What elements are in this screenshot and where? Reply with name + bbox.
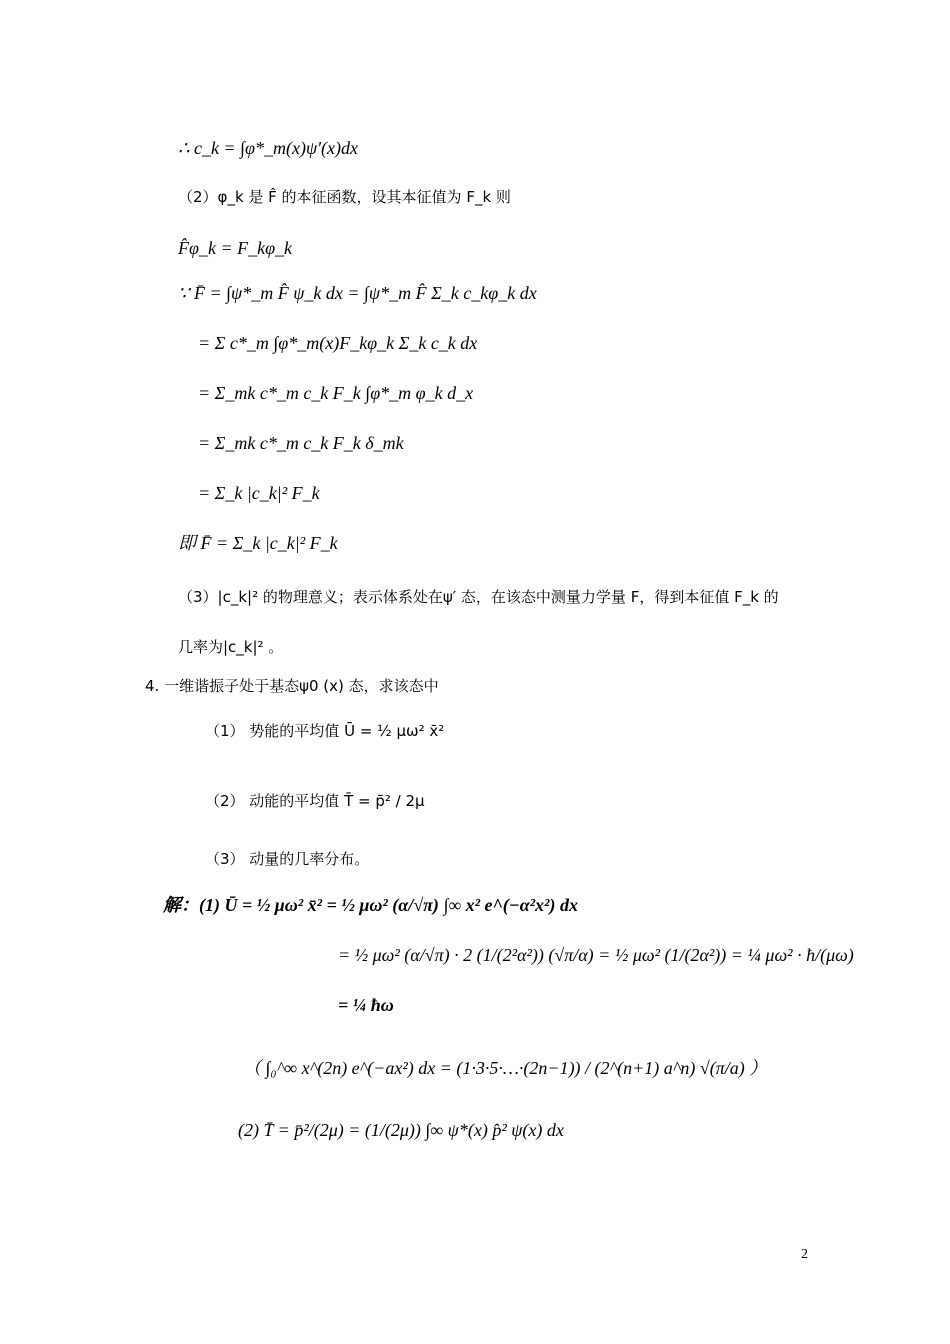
solution-part-1-line-2: = ½ μω² (α/√π) · 2 (1/(2²α²)) (√π/α) = ½ μω² (1/(2α²)) = ¼ μω² · ħ/(μω) (338, 945, 854, 965)
problem-4-heading: 4. 一维谐振子处于基态ψ0 (x) 态，求该态中 (145, 677, 439, 695)
equation-ck: ∴ c_k = ∫φ*_m(x)ψ′(x)dx (178, 138, 359, 158)
text-probability: 几率为|c_k|² 。 (178, 638, 284, 656)
equation-step-3: = Σ_mk c*_m c_k F_k δ_mk (198, 433, 404, 453)
equation-result-f: 即 F̄ = Σ_k |c_k|² F_k (178, 533, 338, 553)
equation-average-f: ∵ F̄ = ∫ψ*_m F̂ ψ_k dx = ∫ψ*_m F̂ Σ_k c_kφ_k dx (178, 283, 537, 303)
integral-formula: （ ∫₀^∞ x^(2n) e^(−ax²) dx = (1·3·5·…·(2n−1)) / (2^(n+1) a^n) √(π/a) ） (243, 1058, 768, 1078)
equation-step-1: = Σ c*_m ∫φ*_m(x)F_kφ_k Σ_k c_k dx (198, 333, 478, 353)
text-physical-meaning: （3）|c_k|² 的物理意义；表示体系处在ψ′ 态，在该态中测量力学量 F，得到本征值 F_k 的 (178, 588, 779, 606)
page-number: 2 (801, 1247, 808, 1262)
equation-step-2: = Σ_mk c*_m c_k F_k ∫φ*_m φ_k d_x (198, 383, 474, 403)
equation-eigenvalue: F̂φ_k = F_kφ_k (178, 238, 293, 258)
problem-4-part-1: （1） 势能的平均值 Ū = ½ μω² x̄² (205, 722, 445, 740)
equation-step-4: = Σ_k |c_k|² F_k (198, 483, 320, 503)
solution-part-2-line-1: (2) T̄ = p̄²/(2μ) = (1/(2μ)) ∫∞ ψ*(x) p̂² ψ(x) dx (238, 1120, 564, 1140)
problem-4-part-2: （2） 动能的平均值 T̄ = p̄² / 2μ (205, 792, 425, 810)
solution-part-1-line-3: = ¼ ħω (338, 995, 394, 1015)
text-eigenfunction-statement: （2）φ_k 是 F̂ 的本征函数，设其本征值为 F_k 则 (178, 188, 511, 206)
solution-part-1-line-1: 解：(1) Ū = ½ μω² x̄² = ½ μω² (α/√π) ∫∞ x² e^(−α²x²) dx (163, 895, 578, 915)
problem-4-part-3: （3） 动量的几率分布。 (205, 850, 370, 868)
